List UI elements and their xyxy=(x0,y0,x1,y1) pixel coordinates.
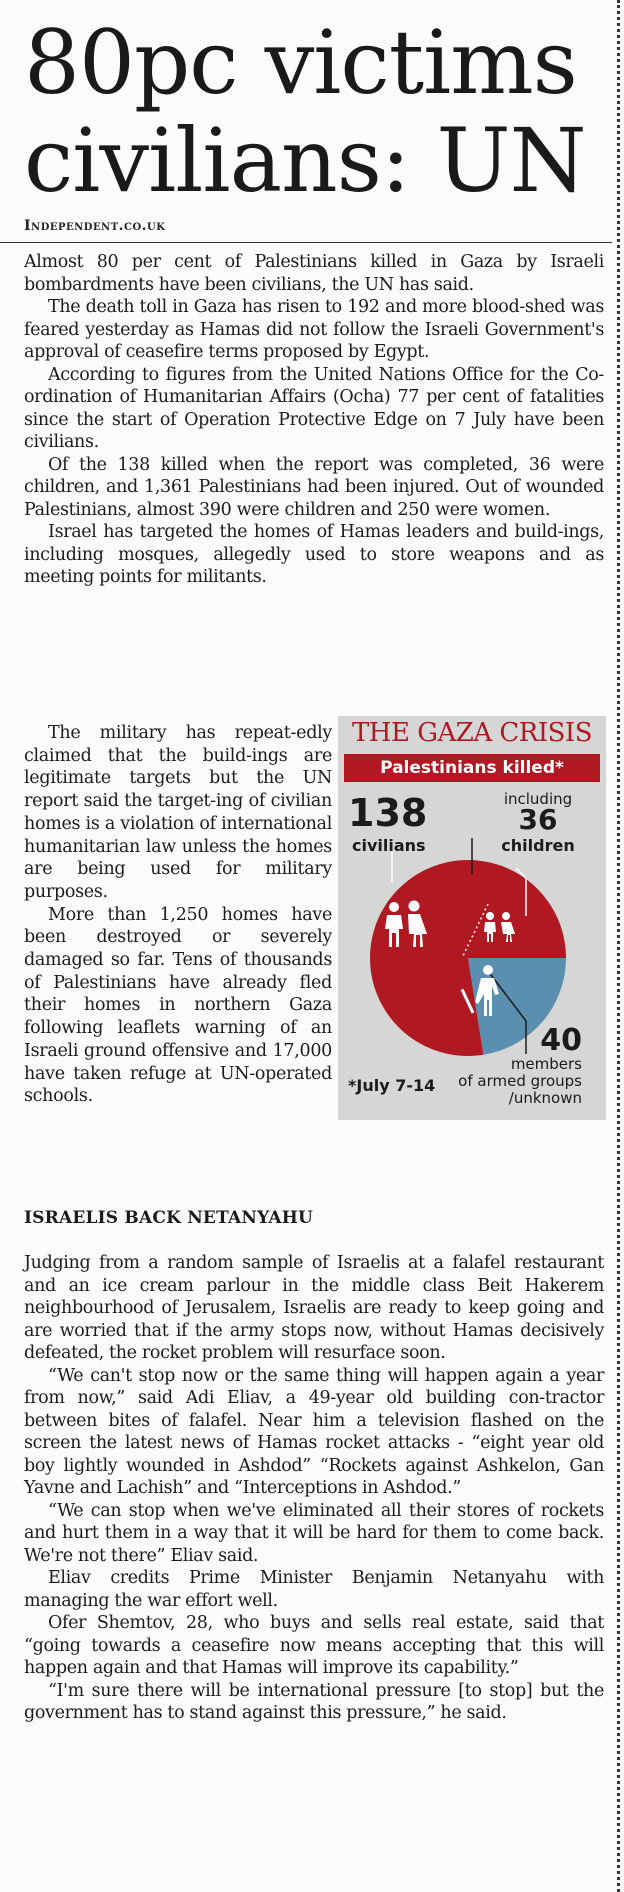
headline-line-1: 80pc victims xyxy=(24,11,577,114)
civilians-value: 138 xyxy=(348,791,428,835)
column-text xyxy=(24,722,332,1108)
gaza-crisis-infobox xyxy=(338,716,606,1120)
paragraph: Israel has targeted the homes of Hamas leaders and build-ings, including mosques, allegedly used to store weapons and as meeting points for militants. xyxy=(24,522,604,587)
section2-text xyxy=(24,1252,604,1725)
armed-label-line-1: members xyxy=(510,1055,582,1073)
paragraph: The military has repeat-edly claimed that the build-ings are legitimate targets but the UN report said the target-ing of civilian homes is a violation of international humanitarian law unless the homes are being used for military purposes. xyxy=(24,723,332,902)
armed-value: 40 xyxy=(540,1023,582,1058)
date-footnote: *July 7-14 xyxy=(348,1076,436,1095)
children-value: 36 xyxy=(518,803,558,836)
paragraph: According to figures from the United Nations Office for the Co-ordination of Humanitarian Affairs (Ocha) 77 per cent of fatalities since the start of Operation Protective Edge on 7 July have been civilians. xyxy=(24,364,604,452)
armed-label-line-3: /unknown xyxy=(508,1089,582,1107)
headline-line-2: civilians: UN xyxy=(24,109,586,212)
paragraph: “We can't stop now or the same thing will happen again a year from now,” said Adi Eliav, a 49-year old building con-tractor between bites of falafel. Near him a television flashed on the screen the latest news of Hamas rocket attacks - “eight year old boy lightly wounded in Ashdod” “Rockets against Ashkelon, Gan Yavne and Lachish” and “Interceptions in Ashdod.” xyxy=(24,1365,604,1498)
paragraph: More than 1,250 homes have been destroyed or severely damaged so far. Tens of thousands of Palestinians have already fled their homes in northern Gaza following leaflets warning of an Israeli ground offensive and 17,000 have taken refuge at UN-operated schools. xyxy=(24,904,332,1107)
section-subheading: ISRAELIS BACK NETANYAHU xyxy=(24,1208,314,1228)
paragraph: Judging from a random sample of Israelis at a falafel restaurant and an ice cream parlour in the middle class Beit Hakerem neighbourhood of Jerusalem, Israelis are ready to keep going and are worried that if the army stops now, without Hamas decisively defeated, the rocket problem will resurface soon. xyxy=(24,1253,604,1363)
infobox-title: THE GAZA CRISIS xyxy=(351,718,593,748)
paragraph: Of the 138 killed when the report was completed, 36 were children, and 1,361 Palestinians had been injured. Out of wounded Palestinians, almost 390 were children and 250 were women. xyxy=(24,454,604,520)
paragraph: Ofer Shemtov, 28, who buys and sells real estate, said that “going towards a ceasefire now means accepting that this will happen again and that Hamas will improve its capability.” xyxy=(24,1613,604,1678)
armed-label xyxy=(458,1056,582,1107)
paragraph: “I'm sure there will be international pressure [to stop] but the government has to stand against this pressure,” he said. xyxy=(24,1680,604,1723)
intro-text xyxy=(24,251,604,589)
paragraph: The death toll in Gaza has risen to 192 and more blood-shed was feared yesterday as Hamas did not follow the Israeli Government's approval of ceasefire terms proposed by Egypt. xyxy=(24,297,604,362)
headline xyxy=(24,11,604,212)
armed-label-line-2: of armed groups xyxy=(458,1072,582,1090)
source-divider xyxy=(0,242,612,243)
paragraph: Eliav credits Prime Minister Benjamin Netanyahu with managing the war effort well. xyxy=(24,1568,604,1611)
children-prefix: including xyxy=(503,790,573,808)
civilians-label: civilians xyxy=(352,836,426,855)
children-label: children xyxy=(501,836,575,855)
dotted-column-rule xyxy=(617,0,620,1892)
paragraph: Almost 80 per cent of Palestinians killed in Gaza by Israeli bombardments have been civilians, the UN has said. xyxy=(24,252,604,295)
source-credit: Independent.co.uk xyxy=(24,218,166,234)
infobox-subtitle: Palestinians killed* xyxy=(344,754,600,782)
paragraph: “We can stop when we've eliminated all their stores of rockets and hurt them in a way that it will be hard for them to come back. We're not there” Eliav said. xyxy=(24,1500,604,1566)
